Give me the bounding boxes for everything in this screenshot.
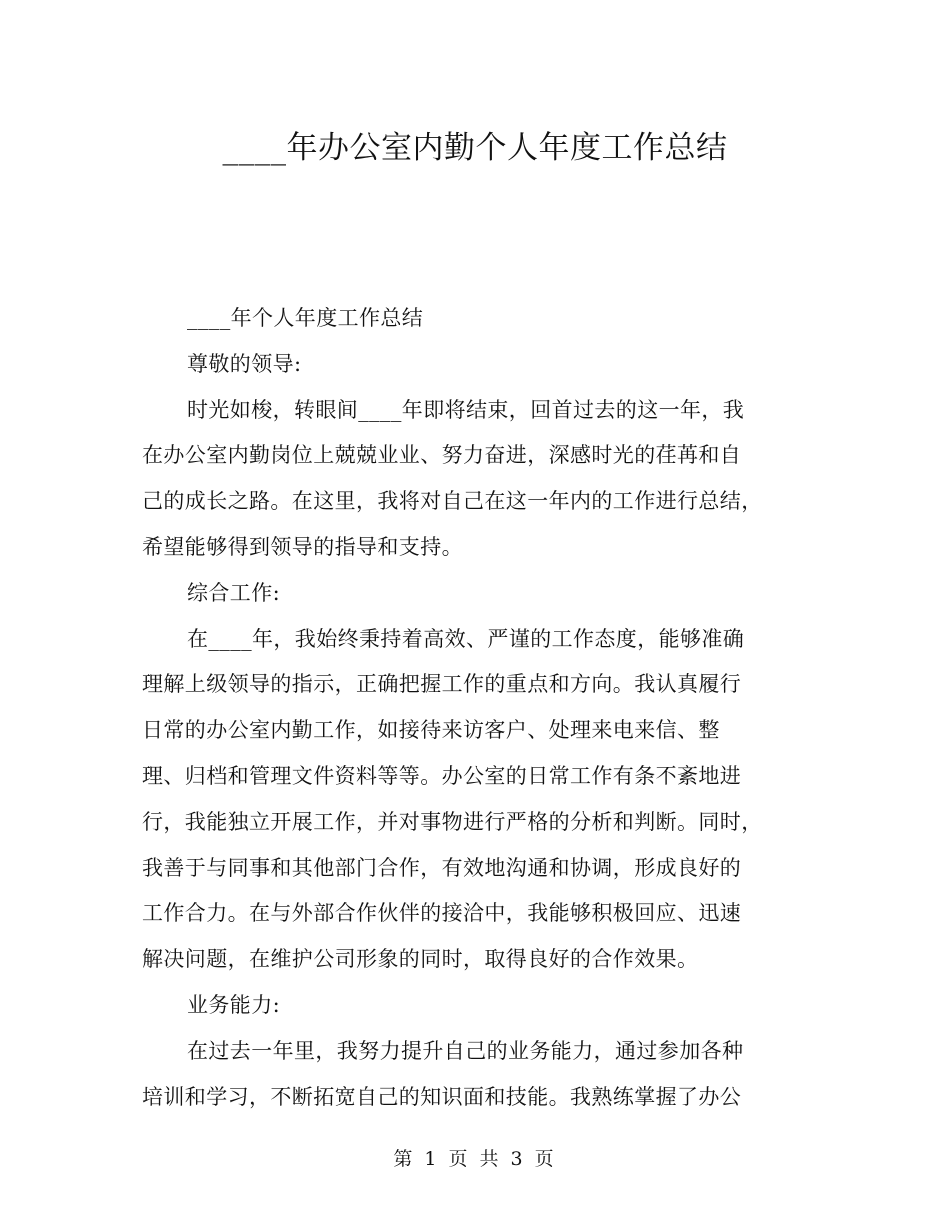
paragraph-line: 工作合力。在与外部合作伙伴的接洽中，我能够积极回应、迅速 <box>142 901 742 926</box>
paragraph-line: 希望能够得到领导的指导和支持。 <box>142 534 463 559</box>
document-body <box>142 296 808 1120</box>
salutation-line: 尊敬的领导: <box>187 351 302 376</box>
section-heading-line: 业务能力: <box>187 992 281 1017</box>
subtitle-line: ____年个人年度工作总结 <box>187 306 424 330</box>
paragraph-line: 在____年，我始终秉持着高效、严谨的工作态度，能够准确 <box>187 626 745 651</box>
paragraph-line: 我善于与同事和其他部门合作，有效地沟通和协调，形成良好的 <box>142 855 742 880</box>
paragraph-line: 在过去一年里，我努力提升自己的业务能力，通过参加各种 <box>187 1038 744 1063</box>
paragraph-line: 理解上级领导的指示，正确把握工作的重点和方向。我认真履行 <box>142 672 742 697</box>
paragraph-line: 日常的办公室内勤工作，如接待来访客户、处理来电来信、整 <box>142 718 720 743</box>
paragraph-line: 在办公室内勤岗位上兢兢业业、努力奋进，深感时光的荏苒和自 <box>142 443 742 468</box>
paragraph-line: 解决问题，在维护公司形象的同时，取得良好的合作效果。 <box>142 947 699 972</box>
section-heading-line: 综合工作: <box>187 580 281 605</box>
paragraph-line: 培训和学习，不断拓宽自己的知识面和技能。我熟练掌握了办公 <box>142 1084 742 1109</box>
page-footer: 第 1 页 共 3 页 <box>393 1148 557 1170</box>
paragraph-line: 理、归档和管理文件资料等等。办公室的日常工作有条不紊地进 <box>142 763 742 788</box>
document-title: ____年办公室内勤个人年度工作总结 <box>222 130 728 166</box>
paragraph-line: 己的成长之路。在这里，我将对自己在这一年内的工作进行总结， <box>142 489 763 514</box>
paragraph-line: 时光如梭，转眼间____年即将结束，回首过去的这一年，我 <box>187 397 745 422</box>
paragraph-line: 行，我能独立开展工作，并对事物进行严格的分析和判断。同时， <box>142 809 763 834</box>
